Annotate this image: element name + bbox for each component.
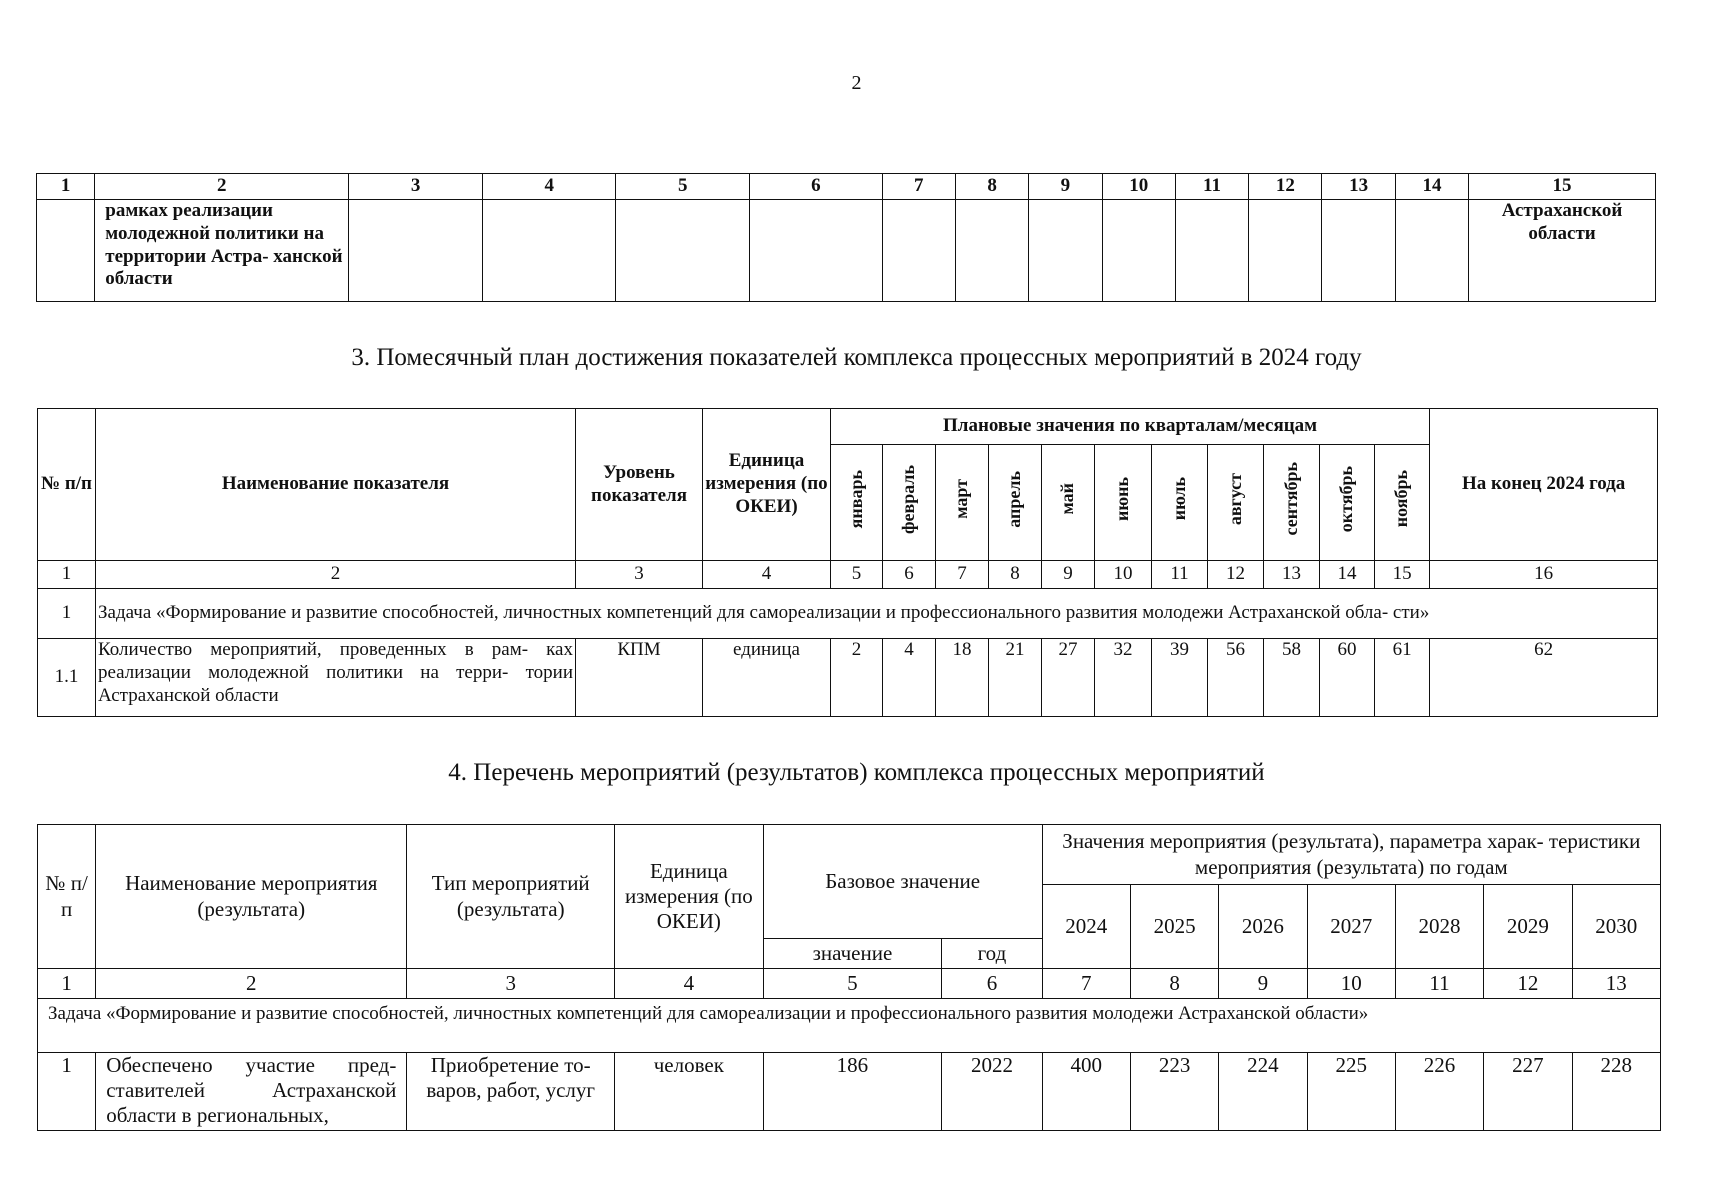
header-values-by-year: Значения мероприятия (результата), параметра харак- теристики мероприятия (результата) по годам (1042, 825, 1660, 885)
year-header: 2026 (1219, 885, 1307, 969)
task-text: Задача «Формирование и развитие способностей, личностных компетенций для самореализации и профессионального развития молодежи Астраханской области» (38, 999, 1661, 1053)
col-number: 1 (38, 561, 96, 589)
year-value: 223 (1130, 1053, 1218, 1131)
col-number: 9 (1219, 969, 1307, 999)
month-value: 56 (1208, 639, 1264, 717)
row-col15: Астраханской области (1469, 200, 1656, 302)
col-number: 16 (1430, 561, 1658, 589)
col-number: 12 (1208, 561, 1264, 589)
indicator-row (38, 639, 1658, 717)
task-text: Задача «Формирование и развитие способностей, личностных компетенций для самореализации и профессионального развития молодежи Астраханской обла- сти» (96, 589, 1658, 639)
col-number: 4 (482, 174, 616, 200)
page-number: 2 (851, 72, 862, 94)
month-value: 39 (1152, 639, 1208, 717)
header-plan: Плановые значения по кварталам/месяцам (831, 409, 1430, 445)
col-number: 11 (1175, 174, 1248, 200)
col-number: 1 (37, 174, 95, 200)
month-value: 18 (936, 639, 989, 717)
col-number: 7 (882, 174, 955, 200)
indicator-end-value: 62 (1430, 639, 1658, 717)
col-number: 15 (1469, 174, 1656, 200)
col-number: 6 (942, 969, 1042, 999)
task-row (38, 589, 1658, 639)
col-number: 13 (1572, 969, 1661, 999)
table-row (37, 200, 1656, 302)
year-header: 2029 (1484, 885, 1572, 969)
base-year: 2022 (942, 1053, 1042, 1131)
month-value: 60 (1320, 639, 1375, 717)
indicator-name: Количество мероприятий, проведенных в рам- ках реализации молодежной политики на терри- тории Астраханской области (96, 639, 576, 717)
indicator-unit: единица (703, 639, 831, 717)
header-base: Базовое значение (763, 825, 1042, 939)
header-num: № п/п (38, 409, 96, 561)
year-header: 2027 (1307, 885, 1395, 969)
section-3-title: 3. Помесячный план достижения показателей комплекса процессных мероприятий в 2024 году (351, 344, 1362, 371)
month-header: январь (845, 469, 866, 529)
activities-table (37, 824, 1661, 1131)
col-number: 14 (1395, 174, 1468, 200)
col-number: 12 (1484, 969, 1572, 999)
header-base-value: значение (763, 939, 942, 969)
col-number: 2 (95, 174, 349, 200)
header-name: Наименование мероприятия (результата) (96, 825, 407, 969)
col-number: 12 (1249, 174, 1322, 200)
col-number: 6 (750, 174, 883, 200)
month-value: 58 (1264, 639, 1320, 717)
year-value: 225 (1307, 1053, 1395, 1131)
header-name: Наименование показателя (96, 409, 576, 561)
col-number: 2 (96, 969, 407, 999)
col-number: 14 (1320, 561, 1375, 589)
col-number: 10 (1102, 174, 1175, 200)
col-number: 7 (1042, 969, 1130, 999)
year-header: 2025 (1130, 885, 1218, 969)
col-number: 13 (1264, 561, 1320, 589)
col-number: 3 (407, 969, 615, 999)
year-value: 228 (1572, 1053, 1661, 1131)
month-header: ноябрь (1391, 470, 1412, 528)
col-number: 2 (96, 561, 576, 589)
activity-type: Приобретение то- варов, работ, услуг (407, 1053, 615, 1131)
month-header: июнь (1112, 477, 1133, 522)
year-value: 224 (1219, 1053, 1307, 1131)
col-number: 3 (349, 174, 483, 200)
month-header: февраль (898, 464, 919, 534)
col-number: 5 (616, 174, 750, 200)
row-name: рамках реализации молодежной политики на территории Астра- ханской области (95, 200, 349, 302)
task-num: 1 (38, 589, 96, 639)
col-number: 4 (703, 561, 831, 589)
base-value: 186 (763, 1053, 942, 1131)
col-number: 5 (831, 561, 883, 589)
section-4-title: 4. Перечень мероприятий (результатов) комплекса процессных мероприятий (448, 759, 1265, 786)
col-number: 11 (1152, 561, 1208, 589)
year-value: 226 (1395, 1053, 1483, 1131)
col-number: 9 (1029, 174, 1102, 200)
month-value: 27 (1042, 639, 1095, 717)
col-number: 15 (1375, 561, 1430, 589)
col-number: 1 (38, 969, 96, 999)
activity-name: Обеспечено участие пред- ставителей Астраханской области в региональных, (96, 1053, 407, 1131)
header-num: № п/п (38, 825, 96, 969)
year-header: 2030 (1572, 885, 1661, 969)
year-value: 227 (1484, 1053, 1572, 1131)
col-number: 4 (615, 969, 764, 999)
activity-row (38, 1053, 1661, 1131)
header-unit: Единица измерения (по ОКЕИ) (615, 825, 764, 969)
task-row (38, 999, 1661, 1053)
header-unit: Единица измерения (по ОКЕИ) (703, 409, 831, 561)
col-number: 11 (1395, 969, 1483, 999)
col-number: 6 (883, 561, 936, 589)
indicator-level: КПМ (576, 639, 703, 717)
month-value: 21 (989, 639, 1042, 717)
col-number: 8 (955, 174, 1028, 200)
month-header: март (951, 479, 972, 519)
header-row (38, 825, 1661, 885)
monthly-plan-table (37, 408, 1658, 717)
header-base-year: год (942, 939, 1042, 969)
indicator-num: 1.1 (38, 639, 96, 717)
month-header: июль (1168, 477, 1189, 521)
continuation-table (36, 173, 1656, 302)
header-row (38, 409, 1658, 445)
activity-unit: человек (615, 1053, 764, 1131)
year-value: 400 (1042, 1053, 1130, 1131)
col-number: 10 (1095, 561, 1152, 589)
month-header: май (1057, 483, 1078, 515)
col-number: 5 (763, 969, 942, 999)
month-header: август (1224, 473, 1245, 526)
col-number: 10 (1307, 969, 1395, 999)
col-number: 8 (1130, 969, 1218, 999)
column-number-row (38, 561, 1658, 589)
col-number: 7 (936, 561, 989, 589)
col-number: 13 (1322, 174, 1395, 200)
month-value: 2 (831, 639, 883, 717)
year-header: 2028 (1395, 885, 1483, 969)
year-header: 2024 (1042, 885, 1130, 969)
month-value: 4 (883, 639, 936, 717)
col-number: 3 (576, 561, 703, 589)
column-number-row (37, 174, 1656, 200)
month-header: апрель (1004, 470, 1025, 528)
month-value: 61 (1375, 639, 1430, 717)
column-number-row (38, 969, 1661, 999)
month-header: октябрь (1336, 465, 1357, 533)
header-level: Уровень показателя (576, 409, 703, 561)
col-number: 9 (1042, 561, 1095, 589)
col-number: 8 (989, 561, 1042, 589)
header-end: На конец 2024 года (1430, 409, 1658, 561)
month-header: сентябрь (1280, 462, 1301, 536)
activity-num: 1 (38, 1053, 96, 1131)
month-value: 32 (1095, 639, 1152, 717)
header-type: Тип мероприятий (результата) (407, 825, 615, 969)
